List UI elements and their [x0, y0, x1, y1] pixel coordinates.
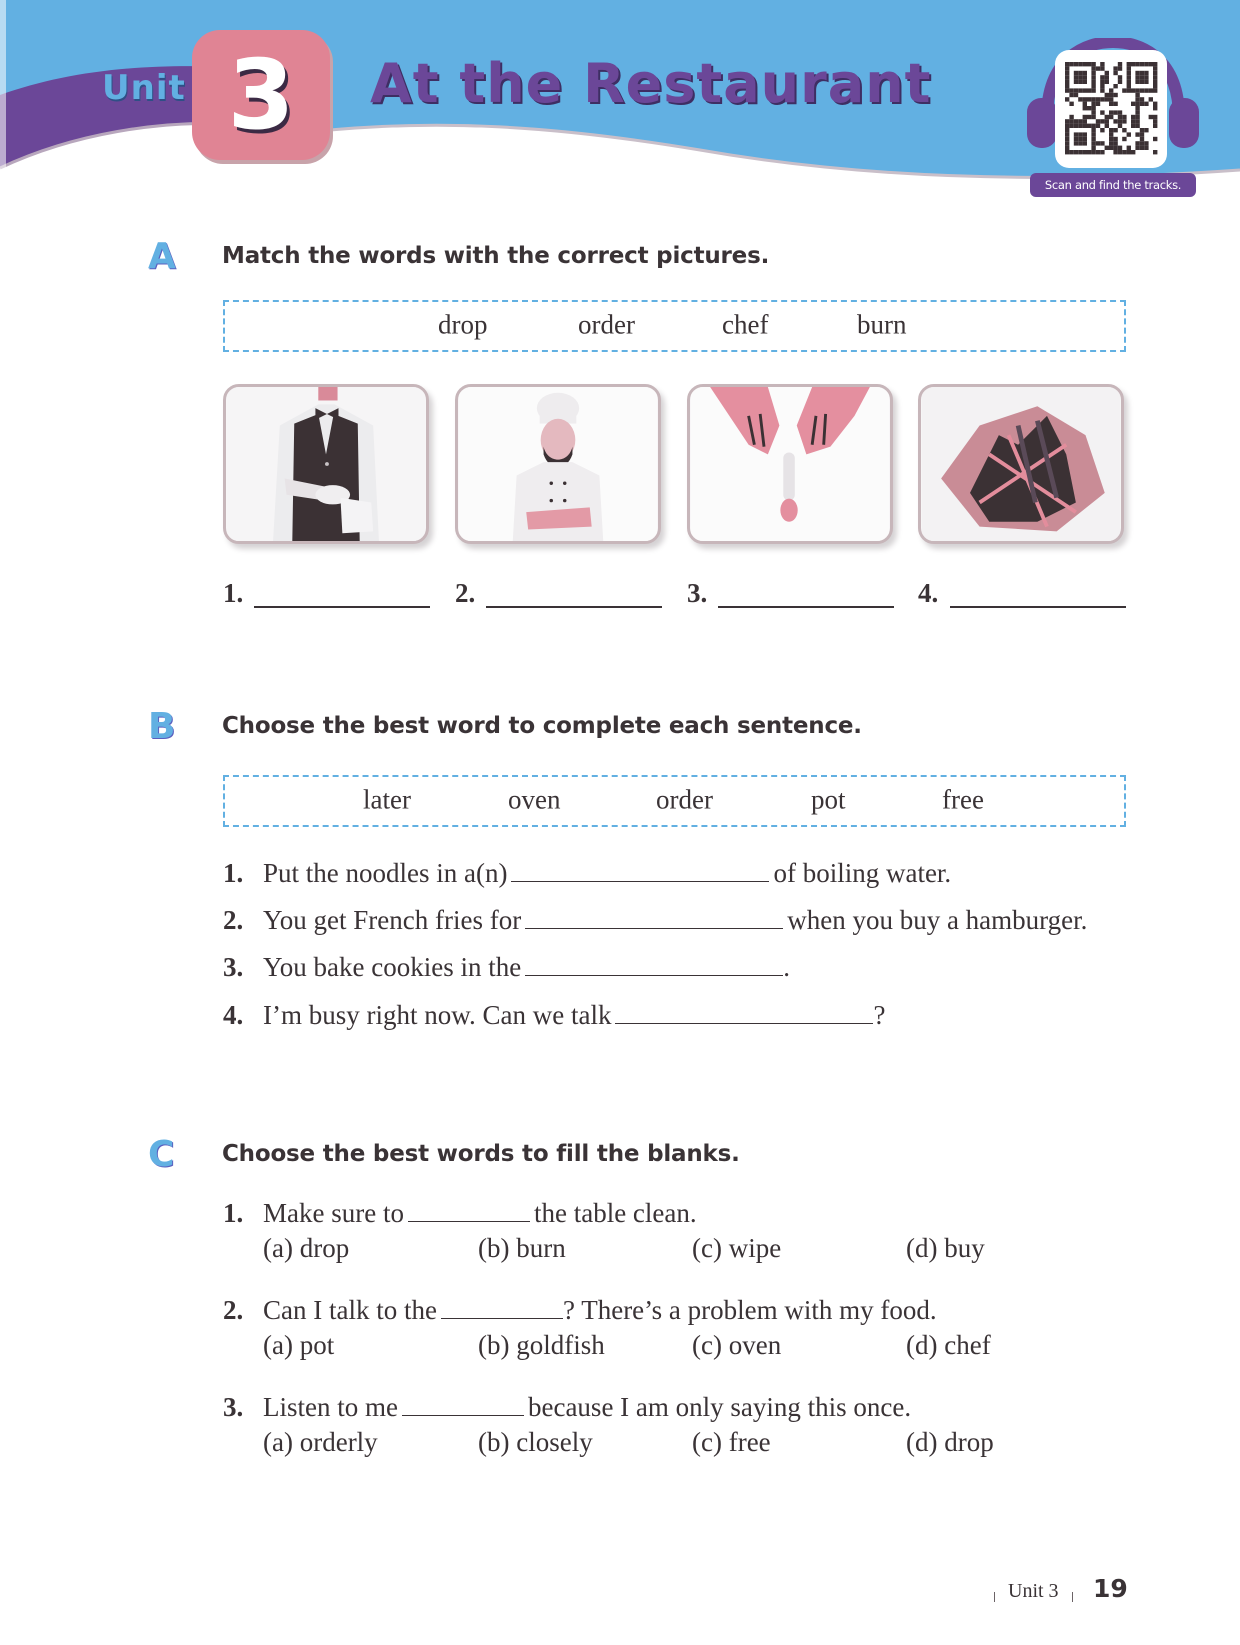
question-blank[interactable]	[402, 1395, 524, 1416]
hands-dropping-liquid-icon	[690, 387, 890, 541]
section-b-sentence-3	[223, 952, 790, 983]
sentence-blank[interactable]	[525, 908, 783, 929]
unit-number-badge	[192, 30, 330, 160]
sentence-number: 4.	[223, 1000, 244, 1030]
question-number: 1.	[223, 1198, 244, 1228]
question-text-before: Can I talk to the	[263, 1295, 437, 1325]
sentence-text-before: You bake cookies in the	[263, 952, 522, 982]
option-d[interactable]: (d) drop	[906, 1427, 994, 1457]
answer-number: 1.	[223, 578, 244, 608]
option-b[interactable]: (b) goldfish	[478, 1330, 605, 1360]
question-blank[interactable]	[408, 1201, 530, 1222]
sentence-text-after: of boiling water.	[773, 858, 952, 888]
sentence-text-before: Put the noodles in a(n)	[263, 858, 508, 888]
section-b-word-bank	[223, 775, 1126, 827]
question-text-before: Listen to me	[263, 1392, 398, 1422]
page-number: 19	[1093, 1574, 1128, 1603]
question-text-before: Make sure to	[263, 1198, 404, 1228]
answer-blank-1[interactable]	[254, 606, 430, 608]
question-text-after: the table clean.	[533, 1198, 697, 1228]
section-c-question-1	[223, 1198, 697, 1229]
section-a-letter: A	[148, 236, 176, 277]
section-b-letter: B	[148, 706, 176, 747]
section-c-question-3	[223, 1392, 911, 1423]
answer-blank-2[interactable]	[486, 606, 662, 608]
sentence-text-after: ?	[873, 1000, 886, 1030]
answer-number: 2.	[455, 578, 476, 608]
option-c[interactable]: (c) wipe	[692, 1233, 782, 1263]
waiter-taking-order-icon	[226, 387, 426, 541]
audio-qr-block[interactable]	[1025, 38, 1201, 200]
footer-divider	[994, 1592, 995, 1602]
picture-4	[918, 384, 1124, 544]
section-c-heading: Choose the best words to fill the blanks.	[222, 1141, 740, 1167]
word-bank-item: free	[942, 784, 984, 815]
option-c[interactable]: (c) free	[692, 1427, 771, 1457]
picture-3	[687, 384, 893, 544]
sentence-text-after: when you buy a hamburger.	[787, 905, 1088, 935]
sentence-blank[interactable]	[615, 1003, 873, 1024]
section-c-letter: C	[148, 1134, 175, 1175]
word-bank-item: order	[578, 309, 635, 340]
question-text-after: ? There’s a problem with my food.	[562, 1295, 937, 1325]
sentence-text-before: You get French fries for	[263, 905, 522, 935]
qr-caption: Scan and find the tracks.	[1030, 173, 1196, 197]
sentence-number: 2.	[223, 905, 244, 935]
qr-code-icon	[1055, 50, 1167, 168]
section-c-question-2	[223, 1295, 937, 1326]
footer-divider	[1072, 1592, 1073, 1602]
word-bank-item: burn	[857, 309, 907, 340]
option-a[interactable]: (a) pot	[263, 1330, 335, 1360]
word-bank-item: oven	[508, 784, 561, 815]
option-b[interactable]: (b) closely	[478, 1427, 593, 1457]
chef-icon	[458, 387, 658, 541]
answer-blank-3[interactable]	[718, 606, 894, 608]
sentence-blank[interactable]	[525, 955, 783, 976]
sentence-number: 1.	[223, 858, 244, 888]
question-number: 3.	[223, 1392, 244, 1422]
word-bank-item: pot	[811, 784, 846, 815]
answer-number: 4.	[918, 578, 939, 608]
section-b-sentence-4	[223, 1000, 885, 1031]
burnt-food-icon	[921, 387, 1121, 541]
qr-code[interactable]	[1055, 50, 1167, 168]
sentence-blank[interactable]	[511, 861, 769, 882]
picture-2	[455, 384, 661, 544]
section-b-heading: Choose the best word to complete each sentence.	[222, 713, 862, 739]
question-number: 2.	[223, 1295, 244, 1325]
option-d[interactable]: (d) buy	[906, 1233, 985, 1263]
picture-1	[223, 384, 429, 544]
sentence-text-after: .	[783, 952, 790, 982]
word-bank-item: later	[363, 784, 411, 815]
answer-blank-4[interactable]	[950, 606, 1126, 608]
question-blank[interactable]	[441, 1298, 563, 1319]
section-b-sentence-2	[223, 905, 1087, 936]
word-bank-item: chef	[722, 309, 769, 340]
option-d[interactable]: (d) chef	[906, 1330, 991, 1360]
answer-number: 3.	[687, 578, 708, 608]
unit-label: Unit	[102, 68, 186, 108]
word-bank-item: drop	[438, 309, 488, 340]
word-bank-item: order	[656, 784, 713, 815]
unit-number: 3	[227, 39, 295, 151]
option-a[interactable]: (a) drop	[263, 1233, 350, 1263]
sentence-number: 3.	[223, 952, 244, 982]
option-c[interactable]: (c) oven	[692, 1330, 782, 1360]
footer-unit-label: Unit 3	[1008, 1580, 1059, 1602]
section-a-heading: Match the words with the correct pictures.	[222, 243, 770, 269]
page-title: At the Restaurant	[370, 52, 932, 115]
option-a[interactable]: (a) orderly	[263, 1427, 378, 1457]
section-a-word-bank	[223, 300, 1126, 352]
question-text-after: because I am only saying this once.	[527, 1392, 912, 1422]
sentence-text-before: I’m busy right now. Can we talk	[263, 1000, 612, 1030]
section-b-sentence-1	[223, 858, 951, 889]
option-b[interactable]: (b) burn	[478, 1233, 566, 1263]
